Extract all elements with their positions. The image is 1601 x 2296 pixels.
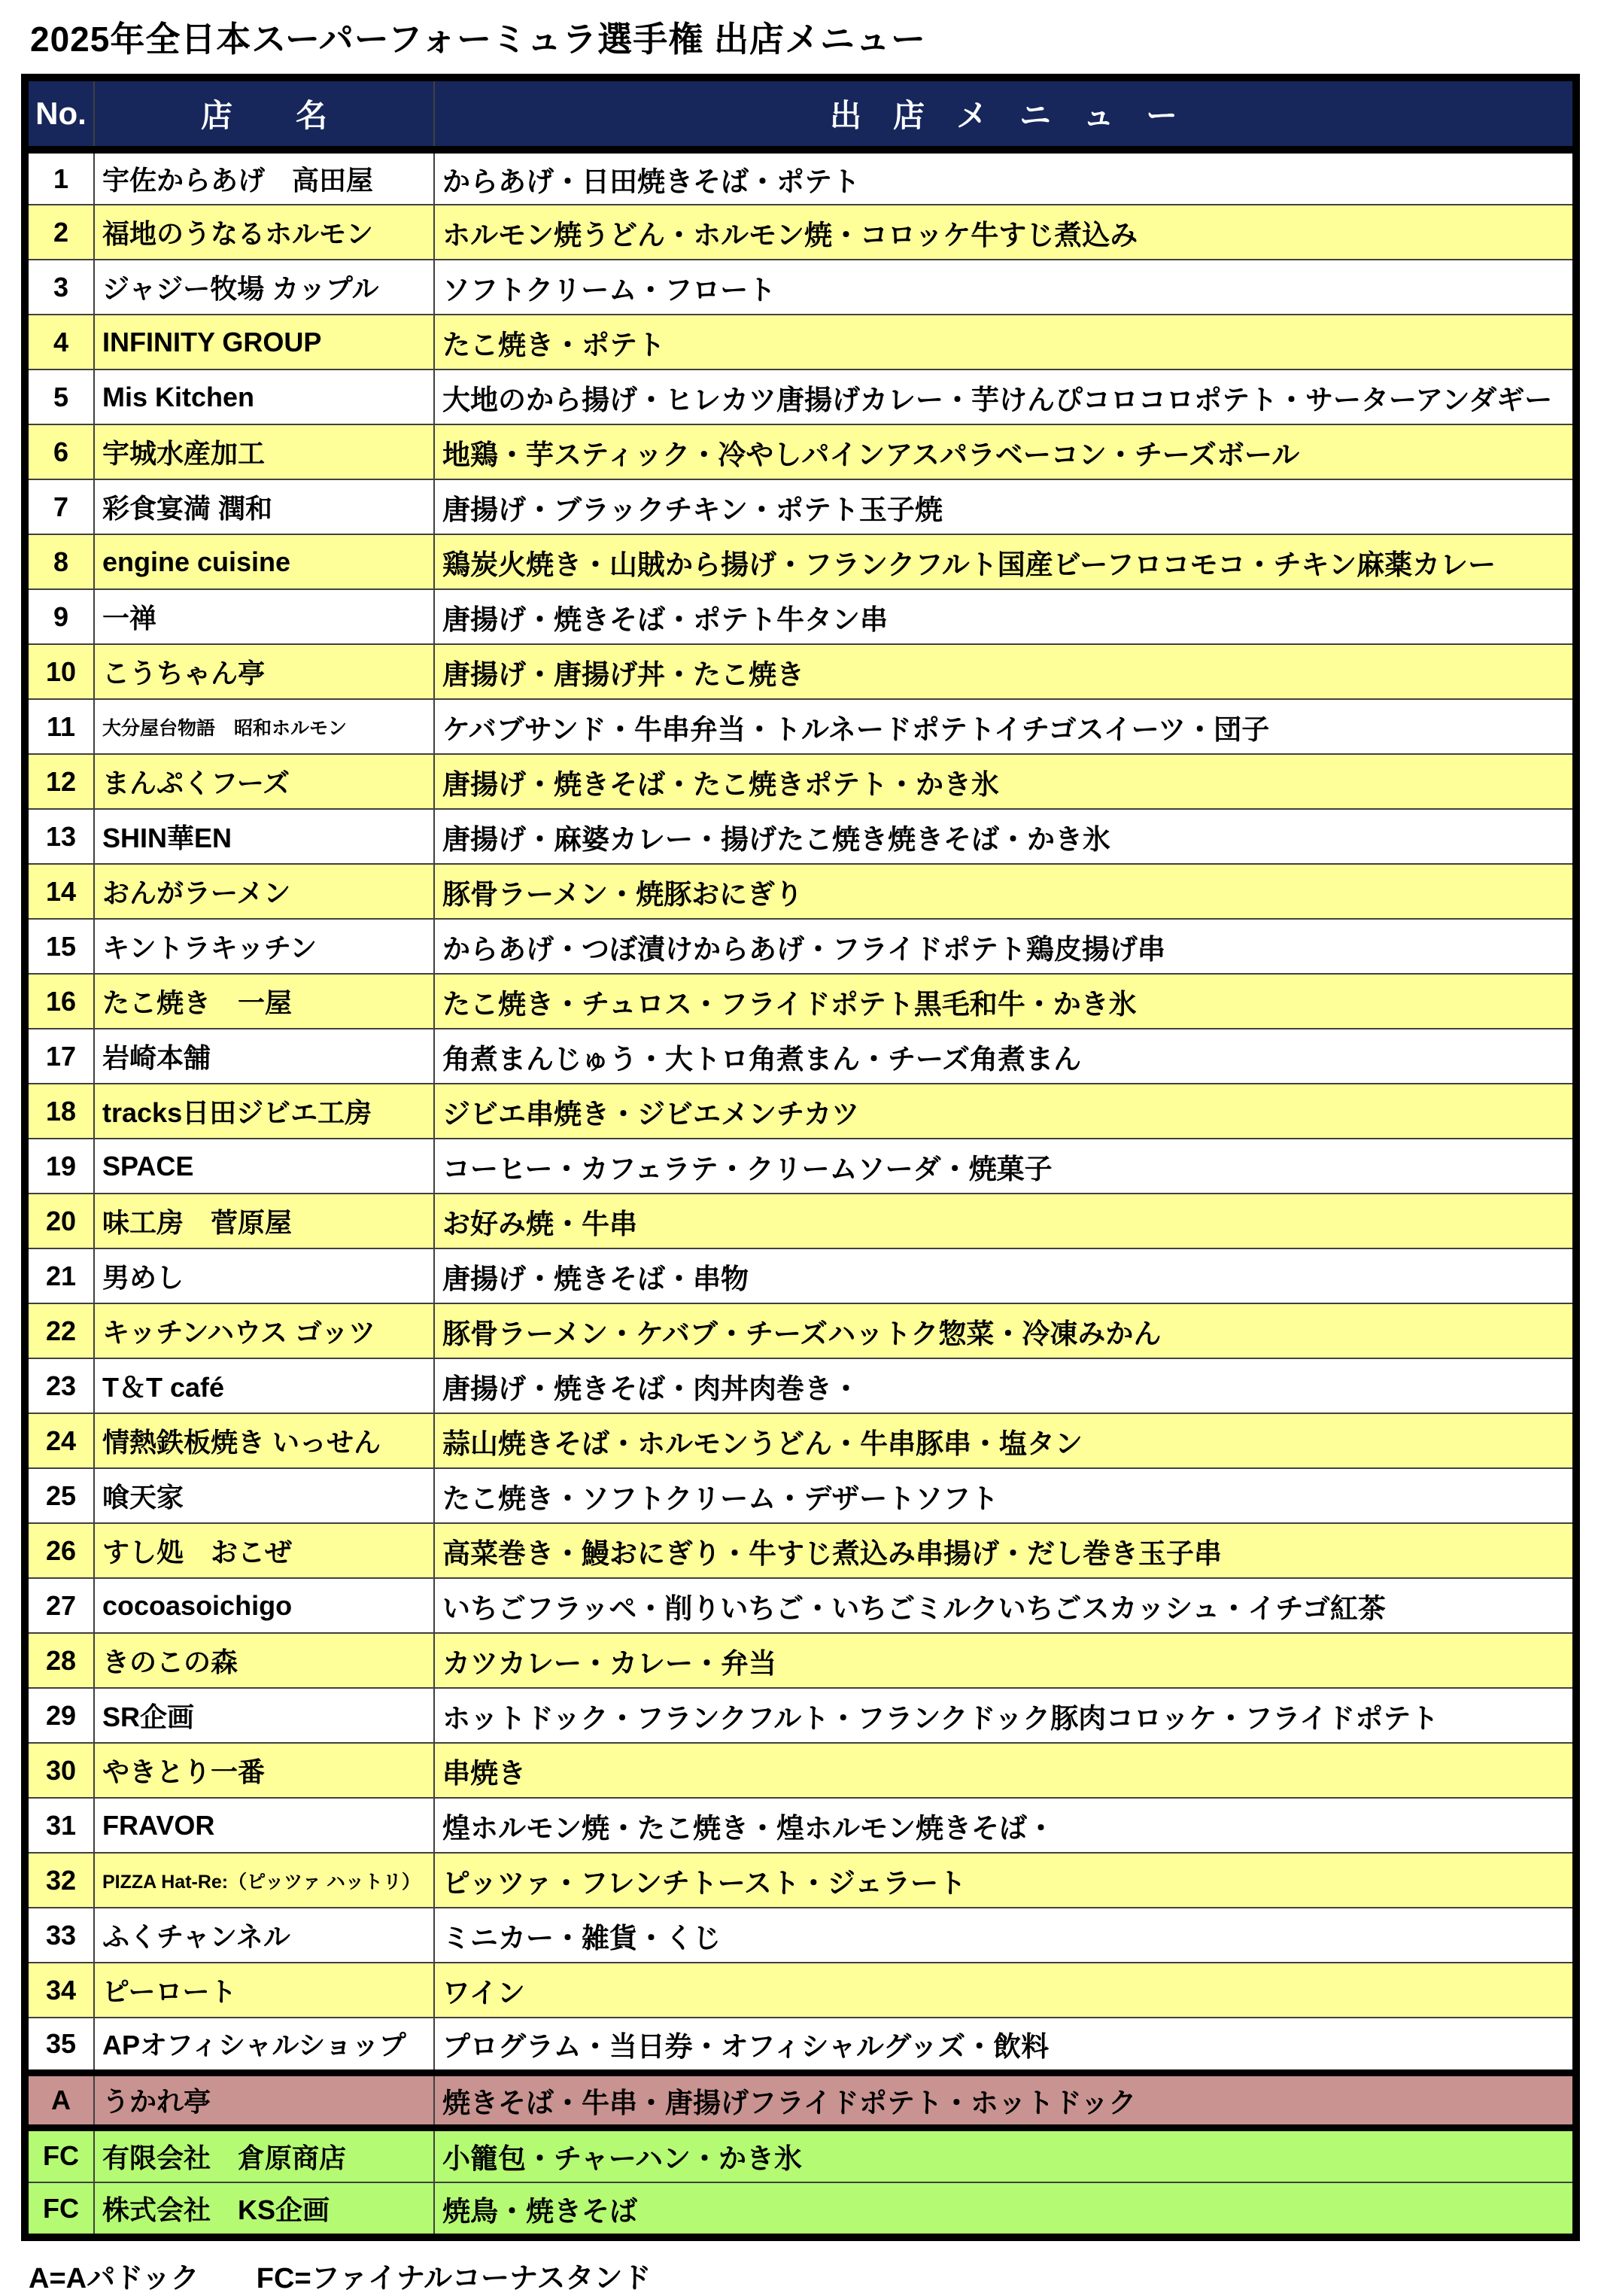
store-name-cell: 大分屋台物語 昭和ホルモン [94,699,434,754]
row-no-cell: 13 [25,809,94,864]
table-row [25,864,1576,919]
store-name-cell: SPACE [94,1139,434,1194]
table-row [25,974,1576,1029]
row-no-cell: 25 [25,1468,94,1523]
table-row [25,1029,1576,1084]
menu-cell: 唐揚げ・麻婆カレー・揚げたこ焼き焼きそば・かき氷 [434,809,1576,864]
store-name-cell: 岩崎本舗 [94,1029,434,1084]
table-row [25,589,1576,644]
row-no-cell: 28 [25,1633,94,1688]
row-no-cell: 5 [25,369,94,424]
store-name-cell: PIZZA Hat-Re:（ピッツァ ハットリ） [94,1853,434,1908]
menu-cell: 唐揚げ・焼きそば・ポテト牛タン串 [434,589,1576,644]
store-name-cell: うかれ亭 [94,2072,434,2127]
store-name-cell: キッチンハウス ゴッツ [94,1303,434,1358]
menu-cell: コーヒー・カフェラテ・クリームソーダ・焼菓子 [434,1139,1576,1194]
store-name-cell: ピーロート [94,1963,434,2018]
store-name-cell: きのこの森 [94,1633,434,1688]
table-row [25,1688,1576,1743]
table-row [25,2072,1576,2127]
table-row [25,369,1576,424]
menu-cell: 唐揚げ・焼きそば・肉丼肉巻き・ [434,1358,1576,1413]
table-row [25,1413,1576,1468]
store-name-cell: こうちゃん亭 [94,644,434,699]
table-row [25,2018,1576,2072]
table-row [25,205,1576,260]
table-row [25,919,1576,974]
store-name-cell: キントラキッチン [94,919,434,974]
menu-cell: 唐揚げ・焼きそば・串物 [434,1248,1576,1303]
menu-cell: ソフトクリーム・フロート [434,260,1576,315]
table-row [25,644,1576,699]
menu-cell: 串焼き [434,1743,1576,1798]
table-row [25,1963,1576,2018]
table-row [25,1358,1576,1413]
store-name-cell: SR企画 [94,1688,434,1743]
table-row [25,1194,1576,1248]
table-row [25,1853,1576,1908]
menu-cell: カツカレー・カレー・弁当 [434,1633,1576,1688]
menu-cell: 唐揚げ・ブラックチキン・ポテト玉子焼 [434,479,1576,534]
menu-cell: からあげ・日田焼きそば・ポテト [434,150,1576,205]
table-row [25,1084,1576,1139]
table-row [25,2182,1576,2237]
table-row [25,1523,1576,1578]
menu-cell: 唐揚げ・焼きそば・たこ焼きポテト・かき氷 [434,754,1576,809]
menu-cell: 角煮まんじゅう・大トロ角煮まん・チーズ角煮まん [434,1029,1576,1084]
table-row [25,1633,1576,1688]
table-row [25,424,1576,479]
table-row [25,150,1576,205]
store-name-cell: tracks日田ジビエ工房 [94,1084,434,1139]
store-name-cell: たこ焼き 一屋 [94,974,434,1029]
vendor-menu-table [21,74,1580,2241]
row-no-cell: 29 [25,1688,94,1743]
menu-cell: ホルモン焼うどん・ホルモン焼・コロッケ牛すじ煮込み [434,205,1576,260]
menu-cell: 唐揚げ・唐揚げ丼・たこ焼き [434,644,1576,699]
row-no-cell: 9 [25,589,94,644]
row-no-cell: 22 [25,1303,94,1358]
menu-cell: ジビエ串焼き・ジビエメンチカツ [434,1084,1576,1139]
row-no-cell: 1 [25,150,94,205]
table-row [25,1908,1576,1963]
header-store-name: 店 名 [94,78,434,150]
store-name-cell: 情熱鉄板焼き いっせん [94,1413,434,1468]
store-name-cell: 福地のうなるホルモン [94,205,434,260]
row-no-cell: 2 [25,205,94,260]
row-no-cell: 11 [25,699,94,754]
table-row [25,2127,1576,2182]
store-name-cell: すし処 おこぜ [94,1523,434,1578]
store-name-cell: 株式会社 KS企画 [94,2182,434,2237]
row-no-cell: 12 [25,754,94,809]
menu-cell: 豚骨ラーメン・ケバブ・チーズハットク惣菜・冷凍みかん [434,1303,1576,1358]
table-row [25,1743,1576,1798]
row-no-cell: 32 [25,1853,94,1908]
legend-note: A=Aパドック FC=ファイナルコーナスタンド [29,2263,652,2294]
menu-cell: プログラム・当日券・オフィシャルグッズ・飲料 [434,2018,1576,2072]
store-name-cell: 宇城水産加工 [94,424,434,479]
table-row [25,534,1576,589]
table-row [25,260,1576,315]
row-no-cell: 6 [25,424,94,479]
menu-cell: いちごフラッペ・削りいちご・いちごミルクいちごスカッシュ・イチゴ紅茶 [434,1578,1576,1633]
row-no-cell: 20 [25,1194,94,1248]
row-no-cell: 26 [25,1523,94,1578]
store-name-cell: APオフィシャルショップ [94,2018,434,2072]
row-no-cell: 35 [25,2018,94,2072]
store-name-cell: SHIN華EN [94,809,434,864]
row-no-cell: 24 [25,1413,94,1468]
menu-cell: ピッツァ・フレンチトースト・ジェラート [434,1853,1576,1908]
store-name-cell: engine cuisine [94,534,434,589]
menu-cell: ケバブサンド・牛串弁当・トルネードポテトイチゴスイーツ・団子 [434,699,1576,754]
menu-cell: ホットドック・フランクフルト・フランクドック豚肉コロッケ・フライドポテト [434,1688,1576,1743]
row-no-cell: 16 [25,974,94,1029]
row-no-cell: 31 [25,1798,94,1853]
store-name-cell: Mis Kitchen [94,369,434,424]
table-row [25,754,1576,809]
row-no-cell: 21 [25,1248,94,1303]
row-no-cell: 17 [25,1029,94,1084]
row-no-cell: A [25,2072,94,2127]
row-no-cell: FC [25,2182,94,2237]
store-name-cell: 喰天家 [94,1468,434,1523]
store-name-cell: ジャジー牧場 カップル [94,260,434,315]
store-name-cell: 宇佐からあげ 高田屋 [94,150,434,205]
table-row [25,1468,1576,1523]
menu-cell: ワイン [434,1963,1576,2018]
table-row [25,479,1576,534]
menu-cell: ミニカー・雑貨・くじ [434,1908,1576,1963]
menu-cell: 高菜巻き・鰻おにぎり・牛すじ煮込み串揚げ・だし巻き玉子串 [434,1523,1576,1578]
menu-cell: たこ焼き・ソフトクリーム・デザートソフト [434,1468,1576,1523]
menu-cell: 焼きそば・牛串・唐揚げフライドポテト・ホットドック [434,2072,1576,2127]
store-name-cell: 味工房 菅原屋 [94,1194,434,1248]
row-no-cell: 3 [25,260,94,315]
table-row [25,1139,1576,1194]
row-no-cell: 7 [25,479,94,534]
store-name-cell: INFINITY GROUP [94,315,434,369]
store-name-cell: おんがラーメン [94,864,434,919]
store-name-cell: T＆T café [94,1358,434,1413]
row-no-cell: 33 [25,1908,94,1963]
header-menu: 出 店 メ ニ ュ ー [434,78,1576,150]
page-title: 2025年全日本スーパーフォーミュラ選手権 出店メニュー [30,20,926,59]
table-row [25,1578,1576,1633]
menu-cell: 焼鳥・焼きそば [434,2182,1576,2237]
menu-cell: たこ焼き・チュロス・フライドポテト黒毛和牛・かき氷 [434,974,1576,1029]
table-row [25,1798,1576,1853]
row-no-cell: 15 [25,919,94,974]
table-header-row [25,78,1576,150]
store-name-cell: やきとり一番 [94,1743,434,1798]
menu-cell: 蒜山焼きそば・ホルモンうどん・牛串豚串・塩タン [434,1413,1576,1468]
store-name-cell: ふくチャンネル [94,1908,434,1963]
row-no-cell: FC [25,2127,94,2182]
row-no-cell: 27 [25,1578,94,1633]
store-name-cell: FRAVOR [94,1798,434,1853]
store-name-cell: cocoasoichigo [94,1578,434,1633]
table-row [25,1303,1576,1358]
table-row [25,699,1576,754]
store-name-cell: 男めし [94,1248,434,1303]
menu-cell: 小籠包・チャーハン・かき氷 [434,2127,1576,2182]
store-name-cell: 彩食宴満 潤和 [94,479,434,534]
row-no-cell: 18 [25,1084,94,1139]
menu-cell: からあげ・つぼ漬けからあげ・フライドポテト鶏皮揚げ串 [434,919,1576,974]
menu-cell: お好み焼・牛串 [434,1194,1576,1248]
table-row [25,315,1576,369]
menu-cell: 煌ホルモン焼・たこ焼き・煌ホルモン焼きそば・ [434,1798,1576,1853]
row-no-cell: 19 [25,1139,94,1194]
store-name-cell: 有限会社 倉原商店 [94,2127,434,2182]
row-no-cell: 14 [25,864,94,919]
menu-cell: 鶏炭火焼き・山賊から揚げ・フランクフルト国産ビーフロコモコ・チキン麻薬カレー [434,534,1576,589]
menu-cell: 地鶏・芋スティック・冷やしパインアスパラベーコン・チーズボール [434,424,1576,479]
menu-cell: 大地のから揚げ・ヒレカツ唐揚げカレー・芋けんぴコロコロポテト・サーターアンダギー [434,369,1576,424]
row-no-cell: 8 [25,534,94,589]
row-no-cell: 30 [25,1743,94,1798]
store-name-cell: 一禅 [94,589,434,644]
header-no: No. [25,78,94,150]
row-no-cell: 4 [25,315,94,369]
menu-cell: 豚骨ラーメン・焼豚おにぎり [434,864,1576,919]
table-row [25,1248,1576,1303]
table-row [25,809,1576,864]
store-name-cell: まんぷくフーズ [94,754,434,809]
menu-cell: たこ焼き・ポテト [434,315,1576,369]
row-no-cell: 23 [25,1358,94,1413]
row-no-cell: 34 [25,1963,94,2018]
row-no-cell: 10 [25,644,94,699]
